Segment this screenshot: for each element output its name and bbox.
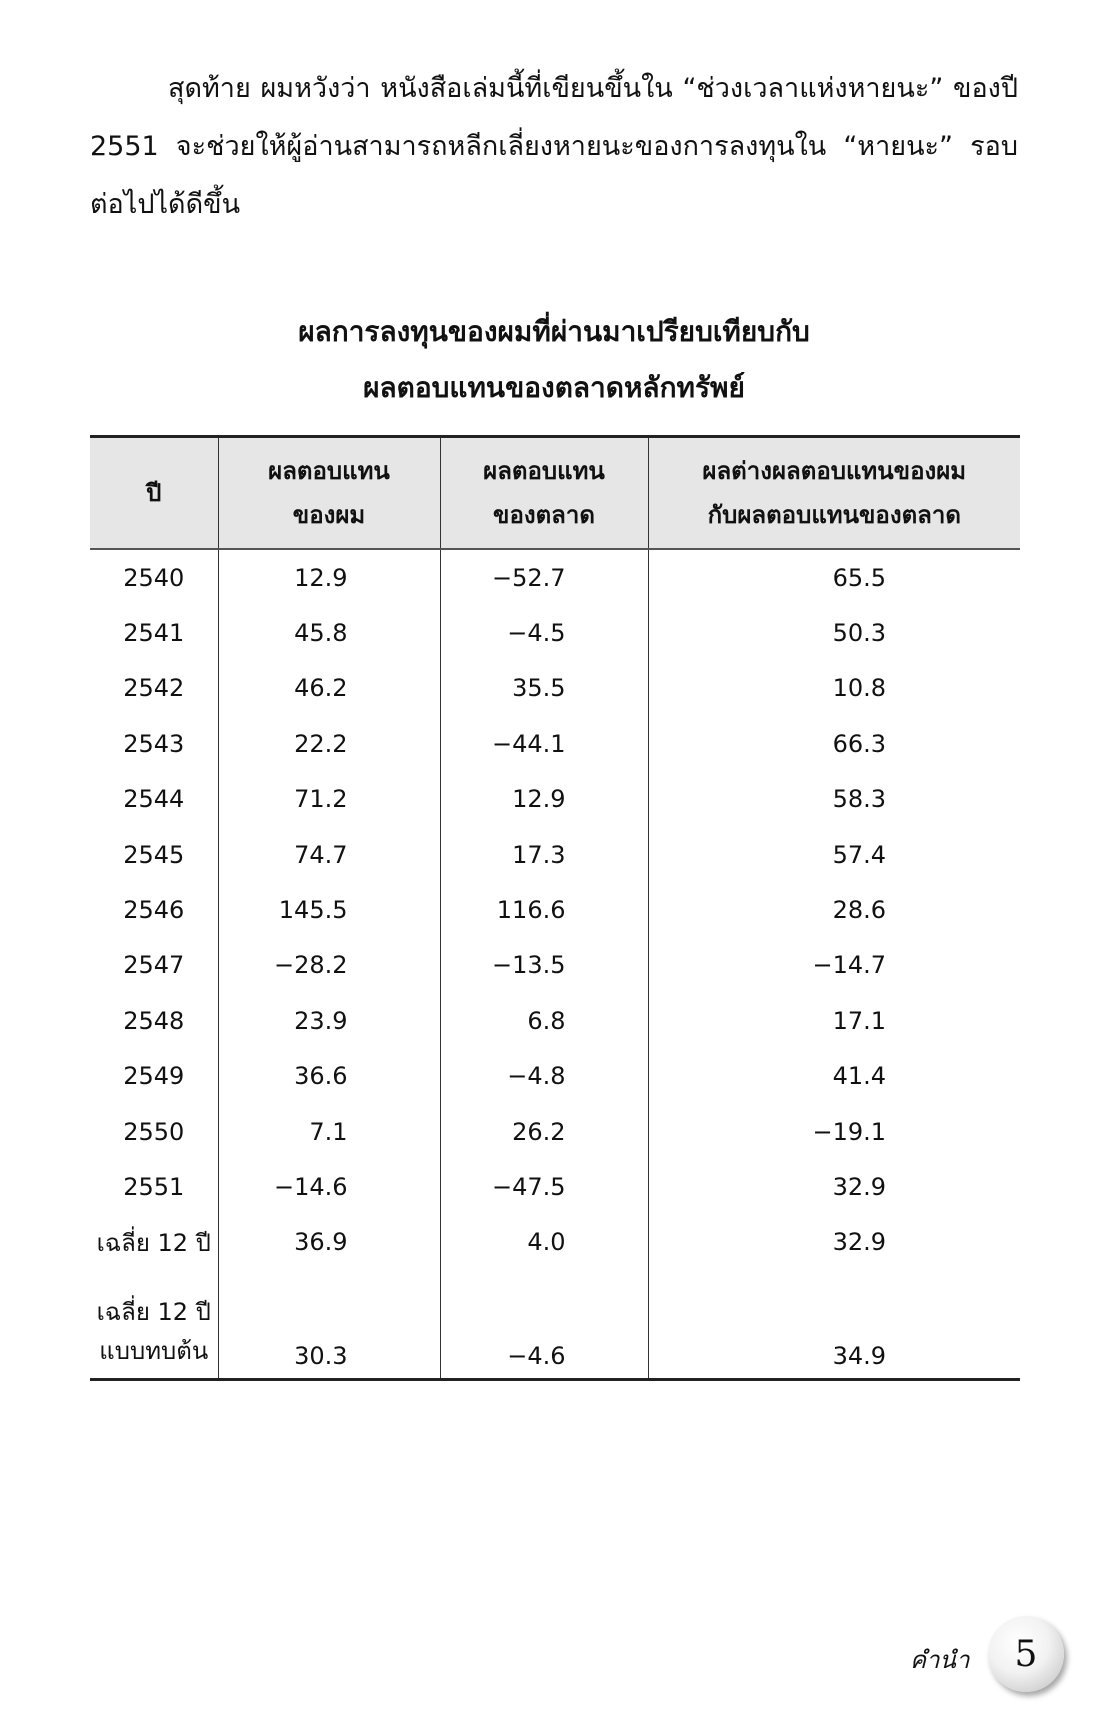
cell-year: 2542 — [123, 674, 185, 703]
table-row — [90, 938, 1020, 993]
table-row — [90, 605, 1020, 660]
cell-my-return: −28.2 — [218, 938, 440, 993]
cell-market-return: −47.5 — [440, 1159, 648, 1214]
intro-paragraph-text: สุดท้าย ผมหวังว่า หนังสือเล่มนี้ที่เขียนขึ้นใน “ช่วงเวลาแห่งหายนะ” ของปี 2551 จะช่วยให้ผู้อ่านสามารถหลีกเลี่ยงหายนะของการลงทุนใน “หายนะ” รอบต่อไปได้ดีขึ้น — [90, 73, 1018, 220]
cell-my-return: 71.2 — [218, 772, 440, 827]
cell-year: 2550 — [123, 1117, 185, 1146]
cell-market-return: −4.6 — [440, 1270, 648, 1380]
header-my-return: ผลตอบแทน ของผม — [218, 437, 440, 550]
cell-my-return: 45.8 — [218, 605, 440, 660]
cell-difference: −19.1 — [648, 1104, 1020, 1159]
cell-year: 2544 — [123, 785, 185, 814]
cell-year: 2548 — [123, 1006, 185, 1035]
cell-market-return: −52.7 — [440, 549, 648, 605]
table-row — [90, 716, 1020, 771]
table-row — [90, 549, 1020, 605]
table-row — [90, 993, 1020, 1048]
table-row-average — [90, 1215, 1020, 1270]
cell-year: 2543 — [123, 729, 185, 758]
cell-difference: −14.7 — [648, 938, 1020, 993]
cell-my-return: 74.7 — [218, 827, 440, 882]
table-row — [90, 827, 1020, 882]
table-title-line-2: ผลตอบแทนของตลาดหลักทรัพย์ — [363, 371, 745, 404]
table-row — [90, 882, 1020, 937]
cell-difference: 50.3 — [648, 605, 1020, 660]
table-row-compound-average — [90, 1270, 1020, 1380]
page-number: 5 — [1014, 1633, 1038, 1675]
cell-market-return: −13.5 — [440, 938, 648, 993]
header-return-difference: ผลต่างผลตอบแทนของผม กับผลตอบแทนของตลาด — [648, 437, 1020, 550]
returns-table — [90, 435, 1020, 1381]
cell-market-return: −4.8 — [440, 1049, 648, 1104]
cell-market-return: 17.3 — [440, 827, 648, 882]
cell-year: 2549 — [123, 1062, 185, 1091]
cell-market-return: −4.5 — [440, 605, 648, 660]
cell-my-return: 12.9 — [218, 549, 440, 605]
cell-market-return: −44.1 — [440, 716, 648, 771]
cell-difference: 34.9 — [648, 1270, 1020, 1380]
cell-my-return: 145.5 — [218, 882, 440, 937]
cell-my-return: 36.6 — [218, 1049, 440, 1104]
table-row — [90, 772, 1020, 827]
cell-year: 2551 — [123, 1172, 185, 1201]
cell-difference: 65.5 — [648, 549, 1020, 605]
cell-year: เฉลี่ย 12 ปี แบบทบต้น — [90, 1270, 218, 1380]
table-row — [90, 1104, 1020, 1159]
cell-my-return: 36.9 — [218, 1215, 440, 1270]
cell-difference: 32.9 — [648, 1215, 1020, 1270]
cell-my-return: 30.3 — [218, 1270, 440, 1380]
cell-difference: 58.3 — [648, 772, 1020, 827]
cell-market-return: 6.8 — [440, 993, 648, 1048]
cell-difference: 32.9 — [648, 1159, 1020, 1214]
header-market-return: ผลตอบแทน ของตลาด — [440, 437, 648, 550]
cell-year: 2547 — [123, 951, 185, 980]
cell-year: 2540 — [123, 563, 185, 592]
cell-year: เฉลี่ย 12 ปี — [96, 1228, 211, 1257]
cell-difference: 57.4 — [648, 827, 1020, 882]
cell-year: 2545 — [123, 840, 185, 869]
cell-year: 2541 — [123, 619, 185, 648]
intro-paragraph — [90, 60, 1018, 234]
cell-my-return: 22.2 — [218, 716, 440, 771]
cell-difference: 66.3 — [648, 716, 1020, 771]
cell-market-return: 26.2 — [440, 1104, 648, 1159]
cell-my-return: 23.9 — [218, 993, 440, 1048]
header-year: ปี — [90, 437, 218, 550]
cell-year: 2546 — [123, 896, 185, 925]
table-title-line-1: ผลการลงทุนของผมที่ผ่านมาเปรียบเทียบกับ — [298, 315, 810, 348]
table-row — [90, 661, 1020, 716]
cell-market-return: 12.9 — [440, 772, 648, 827]
cell-my-return: −14.6 — [218, 1159, 440, 1214]
cell-my-return: 7.1 — [218, 1104, 440, 1159]
table-row — [90, 1049, 1020, 1104]
section-label: คำนำ — [910, 1646, 970, 1674]
cell-my-return: 46.2 — [218, 661, 440, 716]
cell-difference: 41.4 — [648, 1049, 1020, 1104]
cell-market-return: 116.6 — [440, 882, 648, 937]
page-number-badge — [988, 1616, 1064, 1692]
table-row — [90, 1159, 1020, 1214]
cell-difference: 28.6 — [648, 882, 1020, 937]
cell-difference: 17.1 — [648, 993, 1020, 1048]
table-header-row — [90, 437, 1020, 550]
cell-market-return: 4.0 — [440, 1215, 648, 1270]
cell-difference: 10.8 — [648, 661, 1020, 716]
cell-market-return: 35.5 — [440, 661, 648, 716]
